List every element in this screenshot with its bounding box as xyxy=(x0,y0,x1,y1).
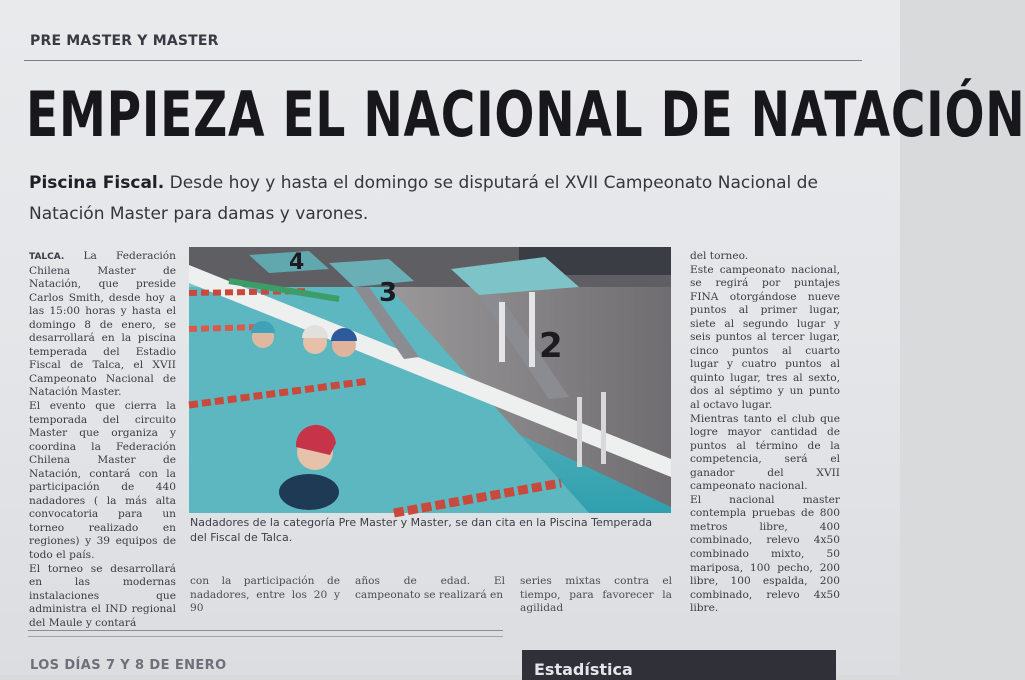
lead-paragraph xyxy=(29,168,849,230)
bottom-rule-2 xyxy=(28,636,503,637)
right-paragraph-2: Este campeonato nacional, se regirá por puntajes FINA otorgándose nueve puntos al primer lugar, siete al segundo lugar y seis puntos al tercer lugar, cinco puntos al cuarto lugar y cuatro puntos al quinto lugar, tres al sexto, dos al séptimo y un punto al octavo lugar. xyxy=(690,263,840,412)
lead-text: Desde hoy y hasta el domingo se disputará el XVII Campeonato Nacional de Natación Master para damas y varones. xyxy=(29,173,818,224)
right-paragraph-4: El nacional master contempla pruebas de 800 metros libre, 400 combinado, relevo 4x50 combinado mixto, 50 mariposa, 100 pecho, 200 libre, 100 espalda, 200 combinado, relevo 4x50 libre. xyxy=(690,493,840,615)
paragraph-2: El evento que cierra la temporada del circuito Master que organiza y coordina la Federación Chilena Master de Natación, contará con la participación de 440 nadadores ( la más alta convocatoria para un torneo realizado en regiones) y 39 equipos de todo el país. xyxy=(29,400,176,562)
dateline: TALCA. xyxy=(29,252,65,262)
headline: EMPIEZA EL NACIONAL DE NATACIÓN xyxy=(26,78,1025,151)
bottom-column-3: series mixtas contra el tiempo, para favorecer la agilidad xyxy=(520,575,672,615)
paragraph-3: El torneo se desarrollará en las modernas instalaciones que administra el IND regional del Maule y contará xyxy=(29,562,176,629)
section-label: PRE MASTER Y MASTER xyxy=(30,33,219,49)
pool-photo xyxy=(189,247,671,513)
pool-photo-illustration xyxy=(189,247,671,513)
lane-number-4: 4 xyxy=(289,250,305,275)
paragraph-1: TALCA. La Federación Chilena Master de Natación, que preside Carlos Smith, desde hoy a las 15:00 horas y hasta el domingo 8 de enero, se desarrollará en la piscina temperada del Estadio Fiscal de Talca, el XVII Campeonato Nacional de Natación Master. xyxy=(29,250,176,399)
lead-bold: Piscina Fiscal. xyxy=(29,173,165,193)
lane-number-3: 3 xyxy=(379,278,398,308)
article-column-right xyxy=(690,250,840,616)
footer-dark-box-label: Estadística xyxy=(534,660,633,679)
footer-section-label: LOS DÍAS 7 Y 8 DE ENERO xyxy=(30,658,227,673)
bottom-column-1: con la participación de nadadores, entre los 20 y 90 xyxy=(190,575,340,615)
footer-dark-box xyxy=(522,650,836,680)
bottom-rule xyxy=(28,630,503,631)
bottom-column-2: años de edad. El campeonato se realizará en xyxy=(355,575,505,601)
lane-number-2: 2 xyxy=(539,326,563,366)
right-paragraph-3: Mientras tanto el club que logre mayor cantidad de puntos al término de la competencia, será el ganador del XVII campeonato nacional. xyxy=(690,412,840,493)
right-paragraph-1: del torneo. xyxy=(690,250,749,262)
top-rule xyxy=(24,60,862,61)
article-column-left xyxy=(29,250,176,630)
photo-caption: Nadadores de la categoría Pre Master y Master, se dan cita en la Piscina Temperada del Fiscal de Talca. xyxy=(190,516,653,544)
